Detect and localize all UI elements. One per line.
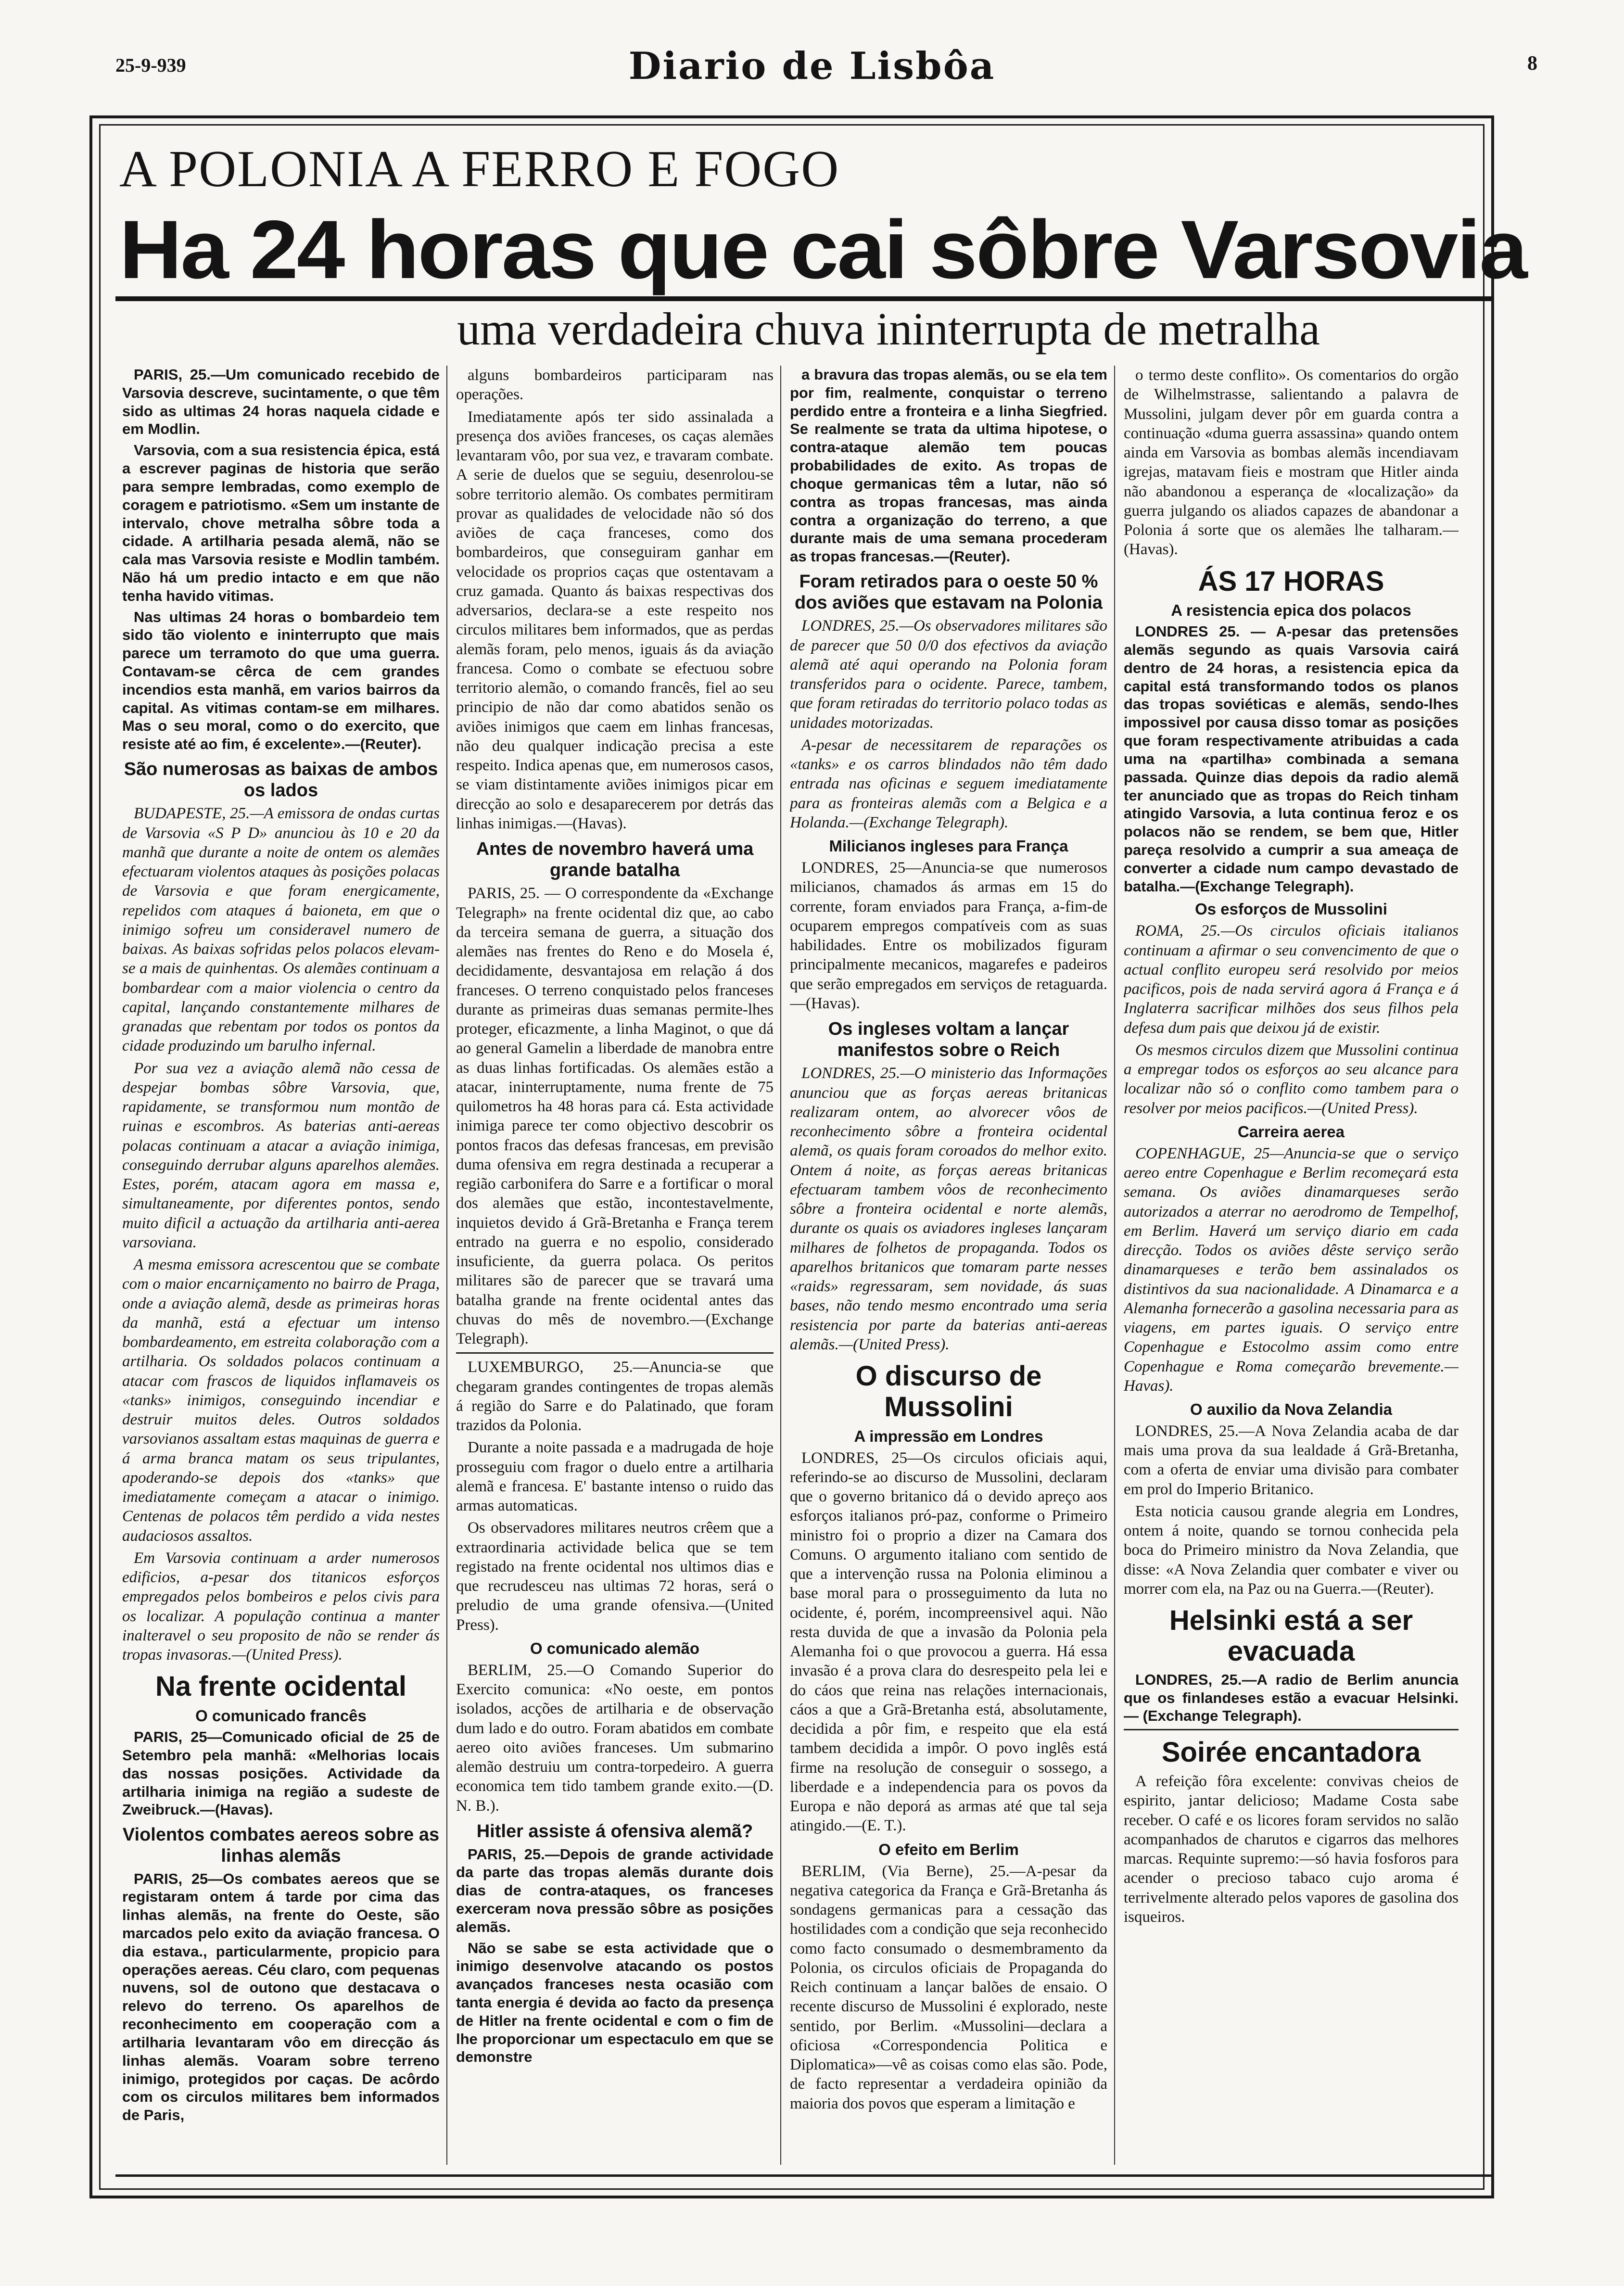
- section-title: Soirée encantadora: [1161, 1737, 1421, 1768]
- article-paragraph: Os observadores militares neutros crêem que a extraordinaria actividade belica que se tem registado na frente ocidental nos ultimos dias e que recrudesceu nas ultimas 72 horas, será o preludio de uma grande ofensiva.—(United Press).: [456, 1519, 774, 1634]
- newspaper-masthead: Diario de Lisbôa: [628, 44, 996, 88]
- section-heading: São numerosas as baixas de ambos os lados: [124, 759, 438, 800]
- section-title: O discurso de Mussolini: [855, 1360, 1042, 1422]
- article-paragraph: Não se sabe se esta actividade que o inimigo desenvolve atacando os postos avançados franceses nesta ocasião com tanta energia é devida ao facto da presença de Hitler na frente ocidental e com o fim de lhe proporcionar um espectaculo em que se demonstre: [456, 1939, 774, 2066]
- article-subhead: uma verdadeira chuva ininterrupta de metralha: [457, 303, 1320, 355]
- article-paragraph: Esta noticia causou grande alegria em Londres, ontem á noite, quando se tornou conhecida pela boca do Primeiro ministro da Nova Zelandia, que disse: «A Nova Zelandia quer combater e viver ou morrer com ela, na Paz ou na Guerra.—(Reuter).: [1124, 1502, 1459, 1598]
- subsection-heading: Milicianos ingleses para França: [829, 837, 1068, 855]
- subsection-heading: O efeito em Berlim: [878, 1840, 1019, 1858]
- headline-rule: [115, 296, 1491, 301]
- article-paragraph: PARIS, 25. — O correspondente da «Exchange Telegraph» na frente ocidental diz que, ao cabo da terceira semana de guerra, a situação dos alemães nas frentes do Reno e do Mosela é, decididamente, desvantajosa em relação á dos franceses. O terreno conquistado pelos franceses durante as primeiras duas semanas permite-lhes proteger, eficazmente, a linha Maginot, o que dá ao general Gamelin a liberdade de manobra entre as duas linhas fortificadas. Os alemães estão a atacar, ininterruptamente, numa frente de 75 quilometros ha 48 horas para cá. Esta actividade inimiga parece ter como objectivo descobrir os pontos fracos das defesas francesas, em previsão duma ofensiva em regra destinada a recuperar a região carbonifera do Sarre e a fortificar o moral dos alemães que estão, incontestavelmente, inquietos devido á Grã-Bretanha e França terem entrado na guerra e no espolio, considerado insuficiente, da guerra polaca. Os peritos militares são de parecer que se travará uma batalha grande na frente ocidental antes das chuvas do mês de novembro.—(Exchange Telegraph).: [456, 885, 774, 1348]
- article-paragraph: Varsovia, com a sua resistencia épica, está a escrever paginas de historia que serão para sempre lembradas, como exemplo de coragem e patriotismo. «Sem um instante de intervalo, chove metralha sôbre toda a cidade. A artilharia pesada alemã, não se cala mas Varsovia resiste e Modlin também. Não há um predio intacto e em que não tenha havido vitimas.: [122, 442, 440, 604]
- article-paragraph: Os mesmos circulos dizem que Mussolini continua a empregar todos os esforços ao seu alcance para localizar não só o conflito como tambem para o resolver por meios pacificos.—(United Press).: [1124, 1041, 1459, 1117]
- section-heading: Violentos combates aereos sobre as linhas alemãs: [122, 1825, 440, 1866]
- section-heading: Hitler assiste á ofensiva alemã?: [476, 1821, 753, 1842]
- article-paragraph: LONDRES, 25—Anuncia-se que numerosos milicianos, chamados ás armas em 15 do corrente, foram enviados para França, a-fim-de ocuparem empregos compatíveis com as suas habilidades. Entre os mobilizados figuram principalmente mecanicos, magarefes e padeiros que serão empregados em serviços de retaguarda.—(Havas).: [790, 859, 1107, 1012]
- article-paragraph: LONDRES, 25—Os circulos oficiais aqui, referindo-se ao discurso de Mussolini, declaram que o governo britanico dá o devido apreço aos esforços italianos pró-paz, conforme o Primeiro ministro foi o proprio a dizer na Camara dos Comuns. O argumento italiano com sentido de que a intervenção russa na Polonia eliminou a base moral para o prosseguimento da luta no ocidente, é, porém, incompreensivel aqui. Não resta duvida de que a invasão da Polonia pela Alemanha foi o que provocou a guerra. Há essa invasão é a prova clara do desrespeito pela lei e do cáos que reina nas relações internacionais, cáos a que a Grã-Bretanha está, absolutamente, decidida a pôr fim, e respeito que ela está tambem decidida a impôr. O povo inglês está firme na resolução de conseguir o sossego, a liberdade e a independencia para os povos da Europa e não deporá as armas até que tal seja atingido.—(E. T.).: [790, 1449, 1107, 1835]
- article-paragraph: LONDRES, 25.—A radio de Berlim anuncia que os finlandeses estão a evacuar Helsinki. — (Exchange Telegraph).: [1124, 1671, 1459, 1725]
- article-paragraph: Imediatamente após ter sido assinalada a presença dos aviões franceses, os caças alemães levantaram vôo, por sua vez, e travaram combate. A serie de duelos que se seguiu, desenrolou-se sobre territorio alemão. Os combates permitiram provar as qualidades de velocidade não só dos aviões de caça franceses, como dos bombardeiros, que conseguiram ganhar em velocidade os proprios caças que ostentavam a cruz gamada. Quanto ás baixas respectivas dos adversarios, declara-se a este respeito nos circulos militares bem informados, que as perdas alemãs foram, pelo menos, iguais ás da aviação francesa. Como o combate se efectuou sobre territorio alemão, o comando francês, fiel ao seu principio de não dar como abatidos senão os aviões inimigos que caem em linhas francesas, não deu qualquer indicação precisa a este respeito. Indica apenas que, em numerosos casos, se viam distintamente aviões inimigos picar em direcção ao solo e desaparecerem por detrás das linhas inimigas.—(Havas).: [456, 408, 774, 832]
- article-paragraph: LUXEMBURGO, 25.—Anuncia-se que chegaram grandes contingentes de tropas alemãs á região do Sarre e do Palatinado, que foram trazidos da Polonia.: [456, 1359, 774, 1435]
- section-heading: Antes de novembro haverá uma grande batalha: [476, 839, 754, 880]
- article-paragraph: PARIS, 25—Os combates aereos que se registaram ontem á tarde por cima das linhas alemãs, na frente do Oeste, são marcados pelo exito da aviação francesa. O dia estava., particularmente, propicio para operações aereas. Céu claro, com pequenas nuvens, sol de outono que destacava o relevo do terreno. Os aparelhos de reconhecimento em cooperação com a artilharia levantaram vôo em direcção ás linhas alemãs. Voaram sobre terreno inimigo, protegidos por caças. De acôrdo com os circulos militares bem informados de Paris,: [122, 1870, 440, 2124]
- article-paragraph: LONDRES, 25.—O ministerio das Informações anunciou que as forças aereas britanicas realizaram ontem, ao alvorecer vôos de reconhecimento sôbre a fronteira ocidental alemã, os quais foram coroados do melhor exito. Ontem á noite, as forças aereas britanicas efectuaram tambem vôos de reconhecimento sôbre a fronteira ocidental e norte alemãs, durante os quais os aviadores ingleses lançaram milhares de folhetos de propaganda. Todos os aparelhos britanicos que tomaram parte nesses «raids» regressaram, sem novidade, ás suas bases, não tendo mesmo encontrado uma seria resistencia por parte da baterias anti-aereas alemãs.—(United Press).: [790, 1065, 1107, 1353]
- issue-date: 25-9-939: [115, 54, 186, 76]
- article-paragraph: LONDRES 25. — A-pesar das pretensões alemãs segundo as quais Varsovia cairá dentro de 24 horas, a resistencia epica da capital está transformando todos os planos das tropas soviéticas e alemãs, sendo-lhes impossivel por causa disso tomar as posições que foram respectivamente atribuidas a cada uma na «partilha» combinada a semana passada. Quinze dias depois da radio alemã ter anunciado que as tropas do Reich tinham atingido Varsovia, a luta continua feroz e os polacos não se rendem, se bem que, Hitler pareça resolvido a cumprir a sua ameaça de converter a cidade num campo devastado de batalha.—(Exchange Telegraph).: [1124, 623, 1459, 895]
- article-paragraph: A refeição fôra excelente: convivas cheios de espirito, jantar delicioso; Madame Costa sabe receber. O café e os licores foram servidos no salão acompanhados de charutos e cigarros das melhores marcas. Requinte supremo:—só havia fosforos para acender o precioso tabaco cujo aroma é terrivelmente alterado pelos vapores de gasolina dos isqueiros.: [1124, 1773, 1459, 1926]
- article-paragraph: COPENHAGUE, 25—Anuncia-se que o serviço aereo entre Copenhague e Berlim recomeçará esta semana. Os aviões dinamarqueses serão autorizados a aterrar no aerodromo de Tempelhof, em Berlim. Haverá um serviço diario em cada direcção. Todos os aviões dêste serviço serão dinamarqueses e terão bem assinalados os distintivos da sua nacionalidade. A Dinamarca e a Alemanha fornecerão a gasolina necessaria para as viagens, em partes iguais. O serviço entre Copenhague e Estocolmo assim como entre Copenhague e Roma começarão brevemente.—Havas).: [1124, 1144, 1459, 1395]
- article-paragraph: LONDRES, 25.—Os observadores militares são de parecer que 50 0/0 dos efectivos da aviação alemã até aqui operando na Polonia foram transferidos para o ocidente. Parece, tambem, que foram retiradas do territorio polaco todas as unidades motorizadas.: [790, 617, 1107, 732]
- article-paragraph: A mesma emissora acrescentou que se combate com o maior encarniçamento no bairro de Praga, onde a aviação alemã, desde as primeiras horas da manhã, está a efectuar um intenso bombardeamento, em estreita colaboração com a artilharia. Os soldados polacos continuam a atacar com frascos de liquidos inflamaveis os «tanks» inimigos, conseguindo incendiar e destruir muitos deles. Outros soldados varsovianos assaltam estas maquinas de guerra e á arma branca matam os seus tripulantes, apoderando-se depois dos «tanks» que imediatamente começam a atacar o inimigo. Centenas de polacos têm perdido a vida nestes audaciosos assaltos.: [122, 1256, 440, 1545]
- subsection-heading: Os esforços de Mussolini: [1195, 900, 1387, 918]
- article-paragraph: o termo deste conflito». Os comentarios do orgão de Wilhelmstrasse, salientando a palavra de Mussolini, julgam dever pôr em guarda contra a continuação «duma guerra assassina» quando ontem ainda em Varsovia as bombas alemãs incendiavam igrejas, matavam fieis e mostram que Hitler ainda não abandonou a esperança de «localização» da guerra julgando os aliados capazes de abandonar a Polonia á sorte que os alemães lhe talharam.—(Havas).: [1124, 367, 1459, 559]
- section-title: ÁS 17 HORAS: [1198, 565, 1384, 597]
- article-paragraph: a bravura das tropas alemãs, ou se ela tem por fim, realmente, conquistar o terreno perdido entre a fronteira e a linha Siegfried. Se realmente se trata da ultima hipotese, o contra-ataque alemão tem poucas probabilidades de exito. As tropas de choque germanicas têm a lutar, não só contra as tropas francesas, mas ainda contra a organização do terreno, a que durante mais de uma semana procederam as tropas francesas.—(Reuter).: [790, 366, 1107, 565]
- article-paragraph: PARIS, 25.—Depois de grande actividade da parte das tropas alemãs durante dois dias de contra-ataques, os franceses exerceram nova pressão sôbre as posições alemãs.: [456, 1845, 774, 1935]
- article-paragraph: Durante a noite passada e a madrugada de hoje prosseguiu com fragor o duelo entre a artilharia alemã e francesa. E' bastante intenso o ruido das armas automaticas.: [456, 1439, 774, 1515]
- article-paragraph: PARIS, 25—Comunicado oficial de 25 de Setembro pela manhã: «Melhorias locais das nossas posições. Actividade da artilharia inimiga na região a sudeste de Zweibruck.—(Havas).: [122, 1728, 440, 1818]
- column-divider: [1114, 366, 1115, 2165]
- article-paragraph: Nas ultimas 24 horas o bombardeio tem sido tão violento e ininterrupto que mais parece um terramoto do que uma guerra. Contavam-se cêrca de cem grandes incendios esta manhã, em varios bairros da capital. As vitimas contam-se em milhares. Mas o seu moral, como o do exercito, que resiste até ao fim, é excelente».—(Reuter).: [122, 608, 440, 753]
- column-3: [790, 366, 1107, 2165]
- article-paragraph: ROMA, 25.—Os circulos oficiais italianos continuam a afirmar o seu convencimento de que o actual conflito europeu será resolvido por meios pacificos, pois de nada servirá agora á França e á Inglaterra sacrificar milhões dos seus filhos pela defesa dum pais que deixou já de existir.: [1124, 922, 1459, 1037]
- article-paragraph: BUDAPESTE, 25.—A emissora de ondas curtas de Varsovia «S P D» anunciou às 10 e 20 da manhã que durante a noite de ontem os alemães efectuaram violentos ataques às posições polacas de Varsovia e que foram energicamente, repelidos com ataques á baioneta, em que o inimigo sofreu um consideravel numero de baixas. As baixas sofridas pelos polacos elevam-se a mais de quinhentas. Os alemães continuam a bombardear com a maior violencia o centro da capital, lançando constantemente milhares de granadas que rebentam por todos os pontos da cidade produzindo um barulho infernal.: [122, 805, 440, 1055]
- article-paragraph: BERLIM, 25.—O Comando Superior do Exercito comunica: «No oeste, em pontos isolados, acções de artilharia e de observação dum lado e do outro. Foram abatidos em combate aereo oito aviões franceses. Um submarino alemão destruiu um contra-torpedeiro. A guerra economica tem tido tambem grande exito.—(D. N. B.).: [456, 1661, 774, 1815]
- article-paragraph: Por sua vez a aviação alemã não cessa de despejar bombas sôbre Varsovia, que, rapidamente, se transformou num montão de ruinas e escombros. As baterias anti-aereas polacas continuam a atacar a aviação inimiga, conseguindo derrubar alguns aparelhos alemães. Estes, porém, atacam agora em massa e, simultaneamente, por diferentes pontos, sendo muito dificil a actuação da artilharia anti-aerea varsoviana.: [122, 1059, 440, 1251]
- subsection-heading: O auxilio da Nova Zelandia: [1190, 1400, 1392, 1419]
- section-rule: [1124, 1729, 1459, 1730]
- article-paragraph: A-pesar de necessitarem de reparações os «tanks» e os carros blindados não têm dado entrada nas oficinas e seguem imediatamente para as fronteiras alemãs com a Belgica e a Holanda.—(Exchange Telegraph).: [790, 736, 1107, 831]
- bottom-rule: [115, 2174, 1491, 2177]
- column-2: [456, 366, 774, 2165]
- article-headline: Ha 24 horas que cai sôbre Varsovia: [119, 203, 1526, 296]
- article-paragraph: LONDRES, 25.—A Nova Zelandia acaba de dar mais uma prova da sua lealdade á Grã-Bretanha, com a oferta de enviar uma divisão para combater em prol do Imperio Britanico.: [1124, 1422, 1459, 1498]
- article-paragraph: BERLIM, (Via Berne), 25.—A-pesar da negativa categorica da França e Grã-Bretanha ás sondagens germanicas para a cessação das hostilidades com a condição que seja reconhecido como facto consumado o desmembramento da Polonia, os circulos oficiais de Propaganda do Reich continuam a lançar balões de ensaio. O recente discurso de Mussolini é explorado, neste sentido, por Berlim. «Mussolini—declara a oficiosa «Correspondencia Politica e Diplomatica»—vê as coisas como elas são. Pode, de facto representar a verdadeira opinião da maioria dos povos que esperam a limitação e: [790, 1862, 1107, 2112]
- section-title: Helsinki está a ser evacuada: [1169, 1605, 1413, 1667]
- section-title: Na frente ocidental: [155, 1671, 407, 1702]
- subsection-heading: O comunicado alemão: [530, 1639, 700, 1657]
- column-divider: [446, 366, 447, 2165]
- subsection-heading: A impressão em Londres: [854, 1427, 1043, 1445]
- article-paragraph: PARIS, 25.—Um comunicado recebido de Varsovia descreve, sucintamente, o que têm sido as ultimas 24 horas naquela cidade e em Modlin.: [122, 366, 440, 438]
- section-heading: Foram retirados para o oeste 50 % dos aviões que estavam na Polonia: [795, 571, 1103, 613]
- subsection-heading: Carreira aerea: [1237, 1122, 1345, 1141]
- article-kicker: A POLONIA A FERRO E FOGO: [119, 140, 840, 198]
- column-divider: [780, 366, 781, 2165]
- section-heading: Os ingleses voltam a lançar manifestos sobre o Reich: [828, 1019, 1069, 1060]
- section-rule: [456, 1352, 774, 1354]
- column-4: [1124, 366, 1459, 2165]
- article-paragraph: Em Varsovia continuam a arder numerosos edificios, a-pesar dos titanicos esforços empregados pelos bombeiros e pelos civis para os localizar. A população continua a manter inalteravel o seu proposito de não se render ás tropas invasoras.—(United Press).: [122, 1549, 440, 1664]
- page-number: 8: [1527, 52, 1537, 75]
- article-paragraph: alguns bombardeiros participaram nas operações.: [456, 367, 774, 404]
- column-1: [122, 366, 440, 2165]
- subsection-heading: O comunicado francês: [195, 1707, 367, 1725]
- subsection-heading: A resistencia epica dos polacos: [1171, 601, 1411, 620]
